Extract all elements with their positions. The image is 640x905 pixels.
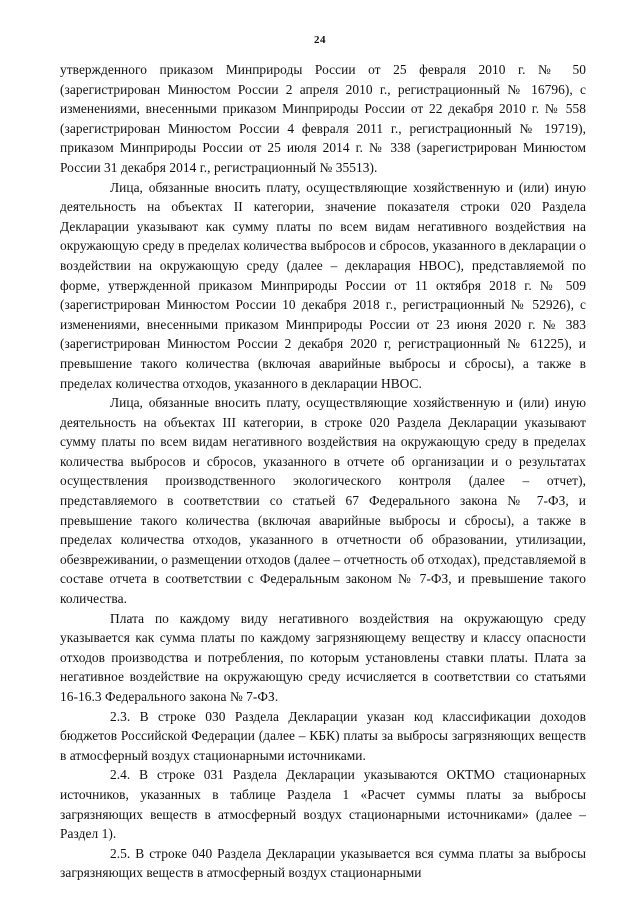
paragraph-2-4: 2.4. В строке 031 Раздела Декларации указываются ОКТМО стационарных источников, указанных в таблице Раздела 1 «Расчет суммы платы за выбросы загрязняющих веществ в атмосферный воздух стационарными источниками» (далее – Раздел 1).: [60, 767, 586, 842]
paragraph-continuation: утвержденного приказом Минприроды России от 25 февраля 2010 г. № 50 (зарегистрирован Минюстом России 2 апреля 2010 г., регистрационный № 16796), с изменениями, внесенными приказом Минприроды России от 22 декабря 2010 г. № 558 (зарегистрирован Минюстом России 4 февраля 2011 г., регистрационный № 19719), приказом Минприроды России от 25 июля 2014 г. № 338 (зарегистрирован Минюстом России 31 декабря 2014 г., регистрационный № 35513).: [60, 62, 586, 175]
paragraph-2-5: 2.5. В строке 040 Раздела Декларации указывается вся сумма платы за выбросы загрязняющих веществ в атмосферный воздух стационарными: [60, 845, 586, 881]
paragraph-fee-calculation: Плата по каждому виду негативного воздействия на окружающую среду указывается как сумма платы по каждому загрязняющему веществу и классу опасности отходов производства и потребления, по которым установлены ставки платы. Плата за негативное воздействие на окружающую среду исчисляется в соответствии со статьями 16-16.3 Федерального закона № 7-ФЗ.: [60, 610, 586, 704]
paragraph-2-3: 2.3. В строке 030 Раздела Декларации указан код классификации доходов бюджетов Российской Федерации (далее – КБК) платы за выбросы загрязняющих веществ в атмосферный воздух стационарными источниками.: [60, 708, 586, 763]
page-number: 24: [314, 34, 326, 46]
paragraph-category-ii: Лица, обязанные вносить плату, осуществляющие хозяйственную и (или) иную деятельность на объектах II категории, значение показателя строки 020 Раздела Декларации указывают как сумму платы по всем видам негативного воздействия на окружающую среду в пределах количества выбросов и сбросов, указанного в декларации о воздействии на окружающую среду (далее – декларация НВОС), представляемой по форме, утвержденной приказом Минприроды России от 11 октября 2018 г. № 509 (зарегистрирован Минюстом России 10 декабря 2018 г., регистрационный № 52926), с изменениями, внесенными приказом Минприроды России от 23 июня 2020 г. № 383 (зарегистрирован Минюстом России 2 декабря 2020 г, регистрационный № 61225), и превышение такого количества (включая аварийные выбросы и сбросы), а также в пределах количества отходов, указанного в декларации НВОС.: [60, 179, 586, 391]
document-body: [60, 60, 586, 883]
paragraph-category-iii: Лица, обязанные вносить плату, осуществляющие хозяйственную и (или) иную деятельность на объектах III категории, в строке 020 Раздела Декларации указывают сумму платы по всем видам негативного воздействия на окружающую среду в пределах количества выбросов и сбросов, указанного в отчете об организации и о результатах осуществления производственного экологического контроля (далее – отчет), представляемого в соответствии со статьей 67 Федерального закона № 7-ФЗ, и превышение такого количества (включая аварийные выбросы и сбросы), а также в пределах количества отходов, указанного в отчетности об образовании, утилизации, обезвреживании, о размещении отходов (далее – отчетность об отходах), представляемой в составе отчета в соответствии с Федеральным законом № 7-ФЗ, и превышение такого количества.: [60, 395, 586, 607]
